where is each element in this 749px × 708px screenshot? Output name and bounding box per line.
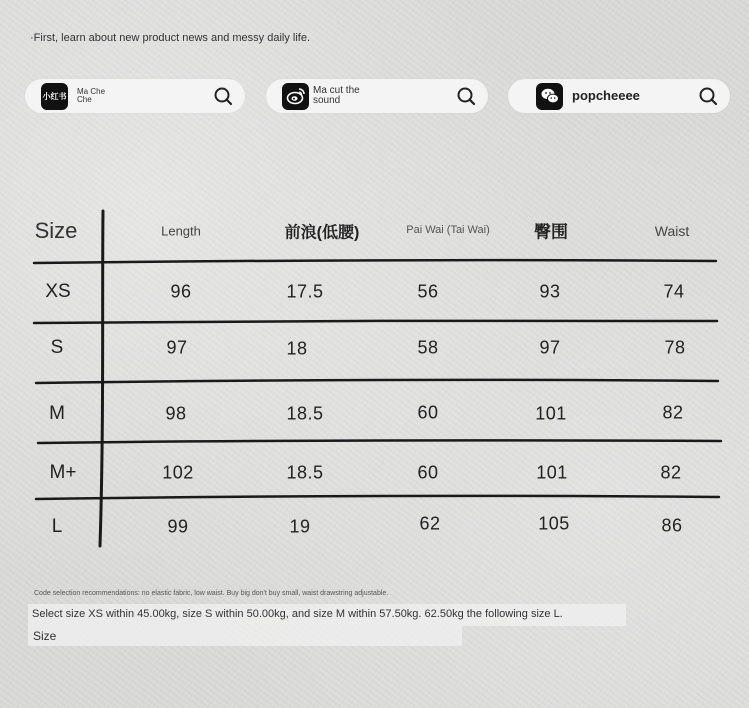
table-cell: 82 [662,402,684,423]
header-thigh: Pai Wai (Tai Wai) [406,224,490,236]
table-cell: 56 [417,281,439,302]
size-label: XS [45,281,71,302]
header-length: Length [161,223,201,239]
table-cell: 101 [535,403,567,424]
table-cell: 82 [660,462,682,483]
size-label-bar [28,626,462,646]
header-waist: Waist [654,223,690,239]
size-recommendation-text: Select size XS within 45.00kg, size S within 50.00kg, and size M within 57.50kg. 62.50kg the following size L. [32,608,563,620]
table-cell: 99 [167,516,189,537]
table-cell: 62 [419,513,441,534]
table-cell: 78 [664,337,686,358]
size-label-text: Size [33,629,57,643]
header-size: Size [34,218,78,243]
table-cell: 97 [539,337,561,358]
social-name: Ma Che Che [77,86,106,104]
table-cell: 74 [663,281,685,302]
size-recommendation-bar [28,604,626,626]
social-name: popcheeee [572,88,640,104]
table-cell: 60 [417,402,439,423]
table-cell: 18.5 [286,403,324,424]
size-label: L [51,516,63,537]
social-name: Ma cut the sound [313,84,360,106]
table-cell: 101 [536,462,568,483]
table-cell: 93 [539,281,561,302]
size-label: M [49,403,65,424]
table-cell: 17.5 [286,281,324,302]
table-cell: 18 [286,338,308,359]
table-cell: 18.5 [286,462,324,483]
table-cell: 86 [661,515,683,536]
size-label: M+ [49,462,77,483]
table-cell: 96 [170,281,192,302]
fit-note: Code selection recommendations: no elastic fabric, low waist. Buy big don't buy small, waist drawstring adjustable. [34,590,389,597]
table-cell: 97 [166,337,188,358]
table-cell: 19 [289,516,311,537]
xiaohongshu-logo-icon: 小红书 [41,83,68,110]
intro-text: ·First, learn about new product news and messy daily life. [30,32,311,44]
table-cell: 105 [538,513,570,534]
table-cell: 102 [162,462,194,483]
header-hip: 臀围 [534,222,568,242]
table-cell: 60 [417,462,439,483]
header-front-rise: 前浪(低腰) [284,224,360,242]
table-cell: 98 [165,403,187,424]
table-cell: 58 [417,337,439,358]
size-label: S [50,337,64,358]
